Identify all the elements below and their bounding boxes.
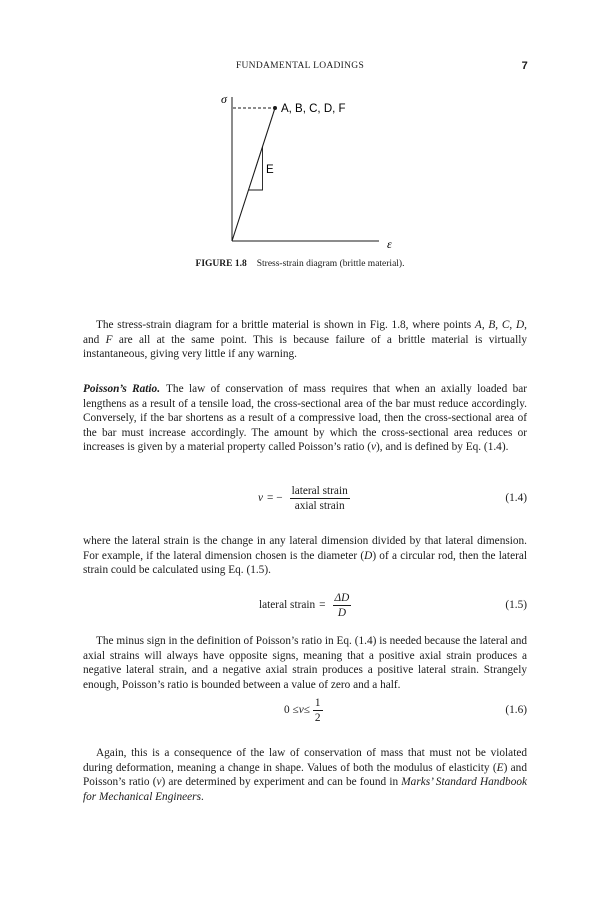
equation-fraction (313, 697, 323, 724)
paragraph-conservation (83, 746, 527, 804)
text-run: , (481, 319, 489, 331)
equation-operator: ≤ (303, 704, 310, 716)
text-run: , (509, 319, 516, 331)
text-run: , and (83, 319, 527, 346)
equation-body (258, 478, 353, 518)
figure-caption (0, 259, 600, 269)
nu-symbol: ν (156, 776, 162, 788)
text-run: ) are determined by experiment and can be found in (161, 776, 402, 788)
fraction-denominator: axial strain (294, 499, 345, 512)
figure-caption-label: FIGURE 1.8 (195, 259, 247, 269)
nu-symbol: ν (298, 704, 304, 716)
fraction-numerator: ΔD (334, 591, 350, 604)
point-f: F (105, 333, 113, 346)
text-run: ) of a circular rod, then the lateral strain could be calculated using Eq. (1.5). (83, 549, 528, 576)
page-number: 7 (521, 60, 528, 72)
equation-body (284, 690, 326, 730)
point-d: D (515, 319, 525, 331)
equation-number: (1.6) (505, 704, 527, 716)
equation-1-4 (83, 478, 527, 518)
failure-point-label: A, B, C, D, F (281, 103, 346, 115)
fraction-numerator: lateral strain (291, 484, 348, 497)
equation-operator: = (319, 599, 326, 611)
equation-operator: = − (267, 492, 283, 504)
running-head (0, 61, 600, 75)
section-run-in-heading: Poisson’s Ratio. (83, 383, 161, 395)
equation-lhs: ν (258, 492, 264, 504)
failure-point-marker (273, 106, 277, 110)
paragraph-poisson-intro (83, 382, 527, 455)
equation-fraction (290, 485, 350, 512)
stress-strain-figure (215, 85, 395, 257)
running-head-title: FUNDAMENTAL LOADINGS (235, 61, 365, 71)
equation-1-6 (83, 690, 527, 730)
text-run: where the lateral strain is the change in any lateral dimension divided by that lateral dimension. For example, if the lateral dimension chosen is the diameter ( (83, 535, 527, 562)
equation-number: (1.4) (505, 492, 527, 504)
equation-lhs: lateral strain (259, 599, 316, 611)
text-run: The stress-strain diagram for a brittle material is shown in Fig. 1.8, where points (96, 319, 475, 331)
text-run: . (200, 790, 204, 803)
fraction-numerator: 1 (314, 696, 321, 709)
text-run: ) and Poisson’s ratio ( (83, 761, 527, 788)
equation-1-5 (83, 585, 527, 625)
text-run: The law of conservation of mass requires that when an axially loaded bar lengthens as a result of a tensile load, the cross-sectional area of the bar must reduce accordingly. Conversely, if the bar shortens as a result of a compressive load, then the cross-sectional area of the bar must increase accordingly. The amount by which the cross-sectional area reduces or increases is given by a material property called Poisson’s ratio ( (83, 383, 527, 453)
equation-body (259, 585, 354, 625)
fraction-denominator: D (337, 606, 347, 619)
stress-axis-symbol: σ (221, 92, 227, 106)
point-c: C (501, 319, 510, 331)
equation-fraction (333, 592, 352, 619)
modulus-symbol: E (496, 761, 504, 774)
figure-caption-text: Stress-strain diagram (brittle material). (256, 259, 405, 269)
handbook-reference: Marks’ Standard Handbook for Mechanical Engineers (83, 776, 528, 803)
text-run: The minus sign in the definition of Poisson’s ratio in Eq. (1.4) is needed because the lateral and axial strains will always have opposite signs, meaning that a positive axial strain produces a negative lateral strain, and a negative axial strain produces a positive lateral strain. Strangely enough, Poisson’s ratio is bounded between a value of zero and a half. (83, 635, 527, 691)
strain-axis-symbol: ε (387, 237, 392, 251)
paragraph-lateral-strain (83, 534, 527, 578)
text-run: , (495, 319, 499, 331)
equation-number: (1.5) (505, 599, 527, 611)
fraction-denominator: 2 (314, 711, 321, 724)
text-run: ), and is defined by Eq. (1.4). (376, 441, 509, 453)
equation-lhs: 0 ≤ (284, 704, 299, 716)
diameter-symbol: D (364, 549, 373, 562)
paragraph-brittle-failure (83, 318, 527, 362)
text-run: Again, this is a consequence of the law of conservation of mass that must not be violated during deformation, meaning a change in shape. Values of both the modulus of elasticity ( (83, 747, 527, 774)
modulus-label: E (266, 164, 274, 176)
nu-symbol: ν (371, 441, 377, 453)
paragraph-minus-sign (83, 634, 527, 692)
point-a: A (474, 319, 482, 331)
point-b: B (488, 319, 496, 331)
text-run: are all at the same point. This is because failure of a brittle material is virtually instantaneous, giving very little if any warning. (83, 333, 527, 360)
